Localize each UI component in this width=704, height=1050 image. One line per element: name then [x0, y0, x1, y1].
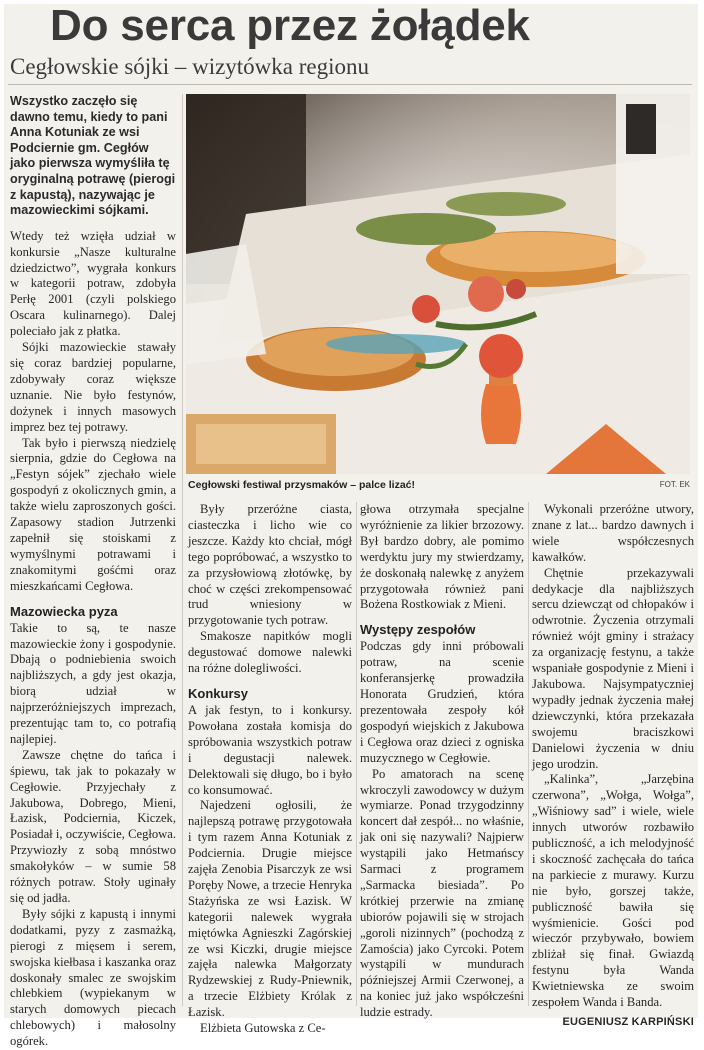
paragraph: Po amatorach na scenę wkroczyli zawodowcy w dużym wymiarze. Ponad trzygodzinny koncert dał zespół... no właśnie, jak oni się nazywali? Najpierw wystąpili jako Hetmańscy Sarmaci z programem „Sarmacka biesiada”. Po krótkiej przerwie na zmianę ubiorów pojawili się w strojach „goroli nizinnych” (pochodzą z Zamościa) jako Cyrcoki. Potem wystąpili w mundurach późniejszej Armii Czerwonej, a na koniec już jako współcześni ludzie estrady. — [360, 766, 524, 1020]
lead-paragraph: Wszystko zaczęło się dawno temu, kiedy to pani Anna Kotuniak ze wsi Podciernie gm. Cegłów jako pierwsza wymyśliła tę oryginalną potrawę (pierogi z kapustą), nazywając je mazowieckimi sójkami. — [10, 94, 176, 218]
paragraph: Tak było i pierwszą niedzielę sierpnia, gdzie do Cegłowa na „Festyn sójek” zjechało wiele gospodyń z okolicznych gmin, a także wielu zaproszonych gości. Zapasowy stadion Jutrzenki zapełnił się stoiskami z wymyślnymi potrawami i znakomitymi gośćmi oraz mieszkańcami Cegłowa. — [10, 435, 176, 593]
paragraph: Chętnie przekazywali dedykacje dla najbliższych sercu dziewcząt od chłopaków i odwrotnie. Życzenia otrzymali również wójt gminy i strażacy za organizację festynu, a także wspaniałe gospodynie z Mieni i Jakubowa. Najsympatyczniej wypadły jednak życzenia małej dziewczynki, która przekazała swojemu braciszkowi Danielowi życzenia w dniu jego urodzin. — [532, 565, 694, 771]
paragraph: „Kalinka”, „Jarzębina czerwona”, „Wołga, Wołga”, „Wiśniowy sad” i wiele, wiele innych utworów rozbawiło publiczność, a ich melodyjność i skoczność zachęcała do tańca na parkiecie z murawy. Kurzu nie było, gorszej także, publiczność bawiła się wyśmienicie. Gości pod wieczór przybywało, bowiem zbliżał się finał. Gwiazdą festynu była Wanda Kwietniewska ze swoim zespołem Wanda i Banda. — [532, 772, 694, 1010]
column-divider — [182, 94, 183, 1006]
photo-credit: FOT. EK — [659, 480, 690, 489]
column-3 — [360, 502, 524, 1020]
festival-table-image — [186, 94, 690, 474]
festival-photo — [186, 94, 690, 474]
paragraph: Zawsze chętne do tańca i śpiewu, tak jak to pokazały w Cegłowie. Przyjechały z Jakubowa, Dobrego, Mieni, Łazisk, Podciernia, Kiczek, Posiadał i, oczywiście, Cegłowa. Przywiozły z sobą mnóstwo smakołyków – w sumie 58 różnych potraw. Stoły uginały się od jadła. — [10, 747, 176, 905]
column-2 — [188, 502, 352, 1036]
paragraph: Wykonali przeróżne utwory, znane z lat... bardzo dawnych i wiele współczesnych kawałków. — [532, 502, 694, 564]
paragraph: Podczas gdy inni próbowali potraw, na scenie konferansjerkę prowadziła Honorata Grudzień, która prezentowała zespoły kół gospodyń wiejskich z Jakubowa i Cegłowa oraz dzieci z ogniska muzycznego w Cegłowie. — [360, 639, 524, 765]
header-rule — [8, 84, 692, 85]
paragraph: Najedzeni ogłosili, że najlepszą potrawę przygotowała i tym razem Anna Kotuniak z Podciernia. Drugie miejsce zajęła Zenobia Pisarczyk ze wsi Poręby Nowe, a trzecie Henryka Stażyńska ze wsi Łazisk. W kategorii nalewek wygrała miętówka Agnieszki Zagórskiej ze wsi Kiczki, drugie miejsce zajęła nalewka Małgorzaty Rydzewskiej z Rudy-Pniewnik, a trzecie Elżbiety Królak z Łazisk. — [188, 798, 352, 1020]
author-byline: EUGENIUSZ KARPIŃSKI — [562, 1016, 694, 1028]
paragraph: Sójki mazowieckie stawały się coraz bardziej popularne, zdobywały coraz większe uznanie. Nie było festynów, dożynek i innych masowych imprez bez tej potrawy. — [10, 340, 176, 434]
paragraph: Elżbieta Gutowska z Ce- — [200, 1021, 326, 1036]
paragraph: Były sójki z kapustą i innymi dodatkami, pyzy z zasmażką, pierogi z mięsem i serem, swojska kiełbasa i kaszanka oraz doskonały smalec ze swojskim chlebkiem (wypiekanym w starych domowych piecach chlebowych) i małosolny ogórek. — [10, 906, 176, 1049]
paragraph: A jak festyn, to i konkursy. Powołana została komisja do spróbowania wszystkich potraw i degustacji nalewek. Delektowali się długo, bo i było co konsumować. — [188, 702, 352, 797]
subheadline: Cegłowskie sójki – wizytówka regionu — [10, 54, 370, 79]
section-heading-konkursy: Konkursy — [188, 685, 248, 701]
paragraph: Smakosze napitków mogli degustować domowe nalewki na różne dolegliwości. — [188, 629, 352, 676]
paragraph: Wtedy też wzięła udział w konkursie „Nasze kulturalne dziedzictwo”, wygrała konkurs w kategorii potraw, zdobyła Perłę 2001 (czyli polskiego Oscara kulinarnego). Dalej poleciało jak z płatka. — [10, 228, 176, 339]
section-heading-pyza: Mazowiecka pyza — [10, 603, 118, 619]
headline: Do serca przez żołądek — [50, 1, 530, 50]
column-divider — [356, 502, 357, 1006]
paragraph: Takie to są, te nasze mazowieckie żony i gospodynie. Dbają o podniebienia swoich najbliższych, a gdy jest okazja, biorą udział w najprzeróżniejszych imprezach, prezentując tam to, co potrafią najlepiej. — [10, 620, 176, 746]
column-1 — [10, 94, 176, 1049]
photo-caption: Cegłowski festiwal przysmaków – palce lizać! — [188, 479, 416, 491]
column-4 — [532, 502, 694, 1028]
section-heading-wystepy: Występy zespołów — [360, 622, 476, 638]
paragraph: głowa otrzymała specjalne wyróżnienie za likier brzozowy. Był bardzo dobry, ale pomimo werdyktu jury my stwierdzamy, że doskonałą nalewkę z anyżem przygotowała również pani Bożena Rostkowiak z Mieni. — [360, 502, 524, 612]
column-divider — [528, 502, 529, 1006]
paragraph: Były przeróżne ciasta, ciasteczka i licho wie co jeszcze. Każdy kto chciał, mógł tego popróbować, a wszystko to za przysłowiową złotówkę, by choć w części zrekompensować trud wniesiony w przygotowanie tych potraw. — [188, 502, 352, 628]
